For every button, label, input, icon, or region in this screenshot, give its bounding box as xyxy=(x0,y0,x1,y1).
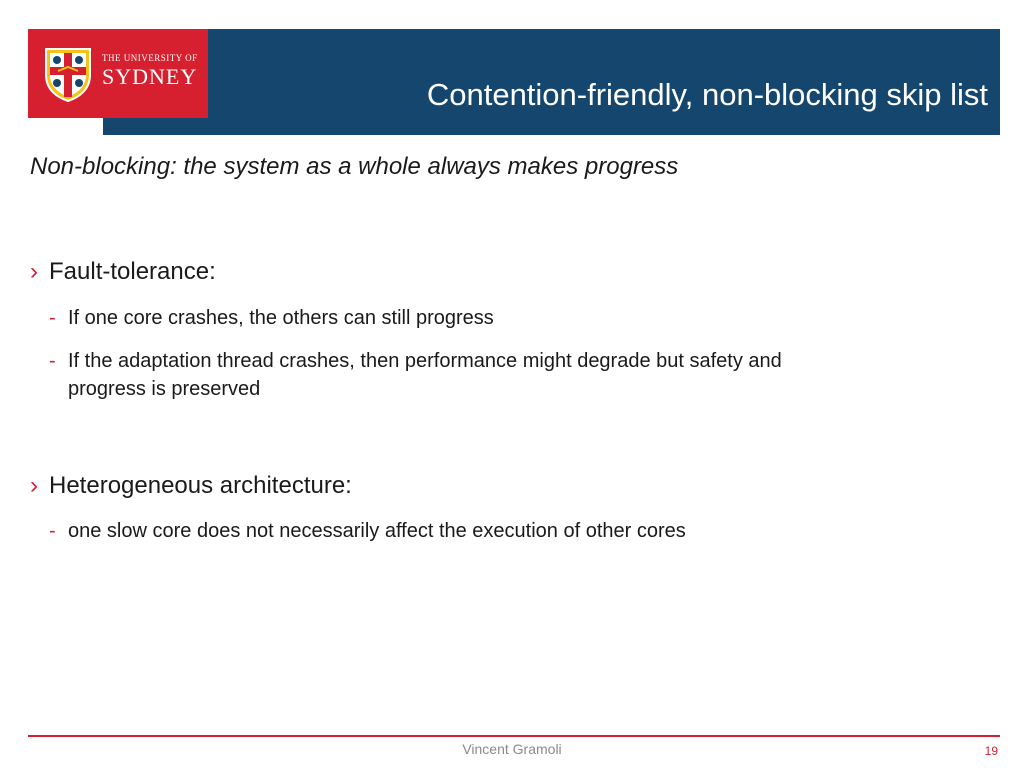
footer-author: Vincent Gramoli xyxy=(462,741,562,757)
slide-title: Contention-friendly, non-blocking skip list xyxy=(426,77,988,112)
sub-bullet xyxy=(49,515,686,547)
crest-icon xyxy=(42,45,94,103)
sub-bullet-text-continued: progress is preserved xyxy=(68,378,261,400)
page-number: 19 xyxy=(984,744,998,758)
bullet-text: Fault-tolerance: xyxy=(49,258,216,285)
sub-bullet xyxy=(49,302,494,334)
bullet-marker: › xyxy=(30,472,38,499)
logo-text-main: SYDNEY xyxy=(102,64,198,89)
sub-bullet-text: one slow core does not necessarily affect the execution of other cores xyxy=(68,520,686,542)
sub-bullet-text: If one core crashes, the others can still progress xyxy=(68,307,494,329)
sub-marker: - xyxy=(49,350,56,372)
university-logo xyxy=(28,29,208,118)
bullet-marker: › xyxy=(30,258,38,285)
bullet-fault-tolerance xyxy=(30,258,216,286)
sub-marker: - xyxy=(49,520,56,542)
sub-bullet-text: If the adaptation thread crashes, then performance might degrade but safety and xyxy=(68,350,782,372)
logo-text-small: THE UNIVERSITY OF xyxy=(102,53,198,63)
slide-subtitle: Non-blocking: the system as a whole always makes progress xyxy=(30,153,679,180)
sub-marker: - xyxy=(49,307,56,329)
sub-bullet xyxy=(49,345,782,405)
bullet-heterogeneous-architecture xyxy=(30,472,352,500)
bullet-text: Heterogeneous architecture: xyxy=(49,472,352,499)
footer-divider xyxy=(28,735,1000,737)
